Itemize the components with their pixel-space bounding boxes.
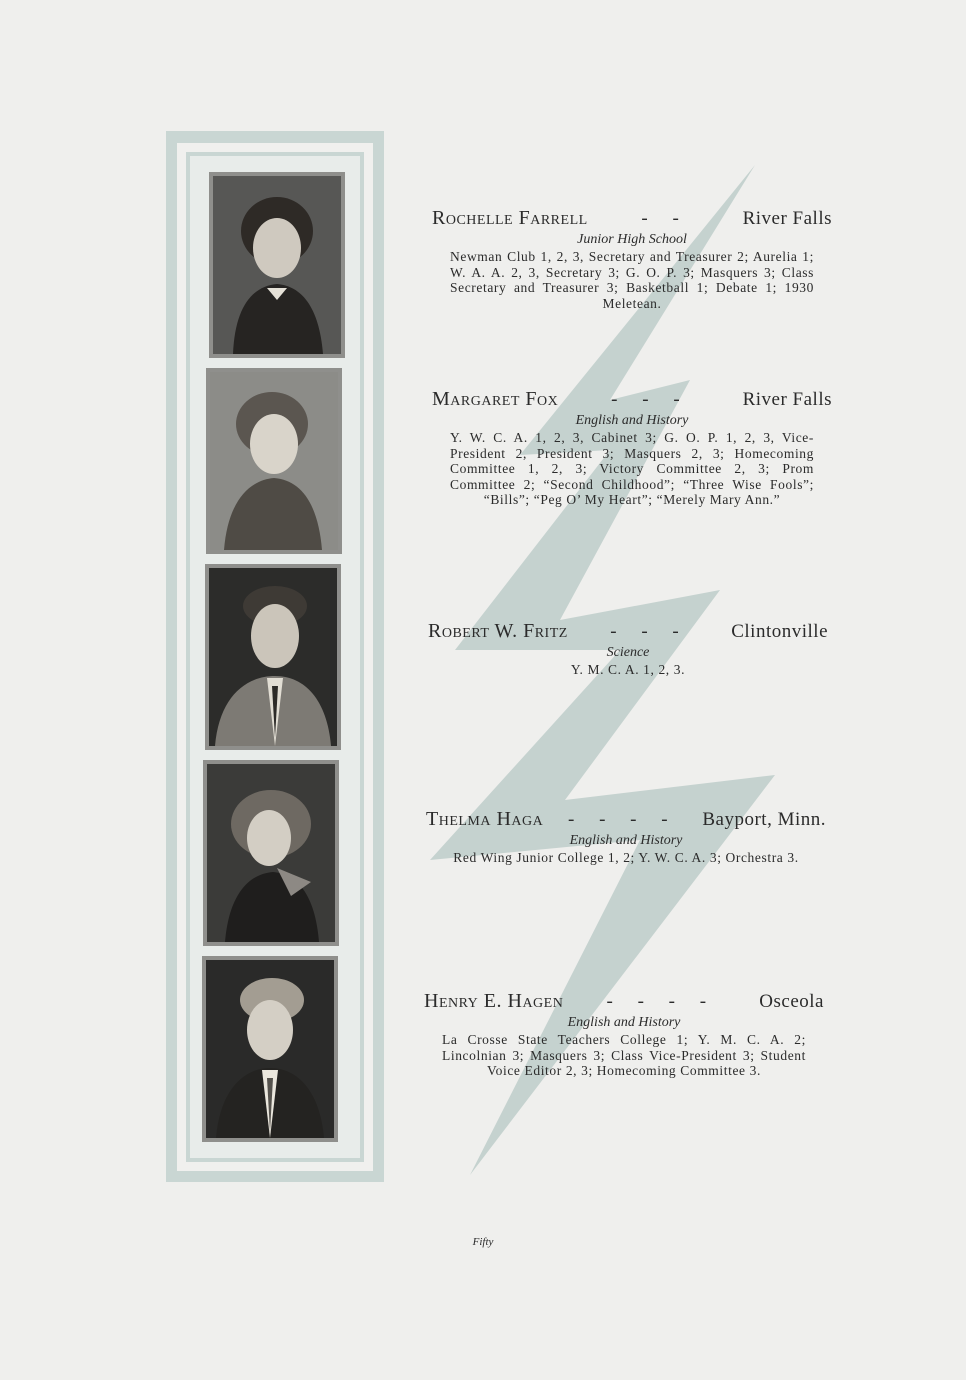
student-name: Thelma Haga (426, 808, 544, 830)
student-name: Rochelle Farrell (432, 207, 588, 229)
student-entry: Robert W. Fritz - - - Clintonville Science Y. M. C. A. 1, 2, 3. (428, 620, 828, 677)
student-hometown: Bayport, Minn. (702, 809, 826, 830)
student-activities: Y. W. C. A. 1, 2, 3, Cabinet 3; G. O. P. 1, 2, 3, Vice-President 2, President 3; Masquers 2, 3; Homecoming Committee 1, 2, 3; Victory Committee 2, 3; Prom Committee 2; “Second Childhood”; “Three Wise Fools”; “Bills”; “Peg O’ My Heart”; “Merely Mary Ann.” (450, 430, 814, 507)
student-entry: Henry E. Hagen - - - - Osceola English and History La Crosse State Teachers College 1; Y. M. C. A. 2; Lincolnian 3; Masquers 3; Class Vice-President 3; Student Voice Editor 2, 3; Homecoming Committee 3. (424, 990, 824, 1078)
portrait-thelma-haga (203, 760, 339, 946)
portrait-henry-hagen (202, 956, 338, 1142)
student-department: English and History (569, 833, 683, 848)
student-department: Science (606, 645, 650, 660)
student-entry: Margaret Fox - - - River Falls English and History Y. W. C. A. 1, 2, 3, Cabinet 3; G. O. P. 1, 2, 3, Vice-President 2, President 3; Masquers 2, 3; Homecoming Committee 1, 2, 3; Victory Committee 2, 3; Prom Committee 2; “Second Childhood”; “Three Wise Fools”; “Bills”; “Peg O’ My Heart”; “Merely Mary Ann.” (432, 388, 832, 507)
student-hometown: River Falls (742, 208, 832, 229)
student-activities: Red Wing Junior College 1, 2; Y. W. C. A. 3; Orchestra 3. (453, 850, 799, 865)
student-activities: Newman Club 1, 2, 3, Secretary and Treasurer 2; Aurelia 1; W. A. A. 2, 3, Secretary 3; G. O. P. 3; Masquers 3; Class Secretary and Treasurer 3; Basketball 1; Debate 1; 1930 Meletean. (450, 249, 814, 311)
portrait-robert-fritz (205, 564, 341, 750)
student-hometown: Clintonville (731, 621, 828, 642)
student-entry: Thelma Haga - - - - Bayport, Minn. English and History Red Wing Junior College 1, 2; Y. W. C. A. 3; Orchestra 3. (426, 808, 826, 865)
portrait-rochelle-farrell (209, 172, 345, 358)
student-activities: La Crosse State Teachers College 1; Y. M. C. A. 2; Lincolnian 3; Masquers 3; Class Vice-President 3; Student Voice Editor 2, 3; Homecoming Committee 3. (442, 1032, 806, 1078)
student-hometown: River Falls (742, 389, 832, 410)
page-number: Fifty (472, 1236, 494, 1248)
student-department: English and History (567, 1015, 681, 1030)
student-department: English and History (575, 413, 689, 428)
student-name: Robert W. Fritz (428, 620, 568, 642)
student-hometown: Osceola (759, 991, 824, 1012)
student-department: Junior High School (577, 232, 687, 247)
student-entry: Rochelle Farrell - - River Falls Junior High School Newman Club 1, 2, 3, Secretary and Treasurer 2; Aurelia 1; W. A. A. 2, 3, Secretary 3; G. O. P. 3; Masquers 3; Class Secretary and Treasurer 3; Basketball 1; Debate 1; 1930 Meletean. (432, 207, 832, 311)
student-activities: Y. M. C. A. 1, 2, 3. (570, 662, 686, 677)
student-name: Margaret Fox (432, 388, 559, 410)
student-name: Henry E. Hagen (424, 990, 564, 1012)
portrait-margaret-fox (206, 368, 342, 554)
